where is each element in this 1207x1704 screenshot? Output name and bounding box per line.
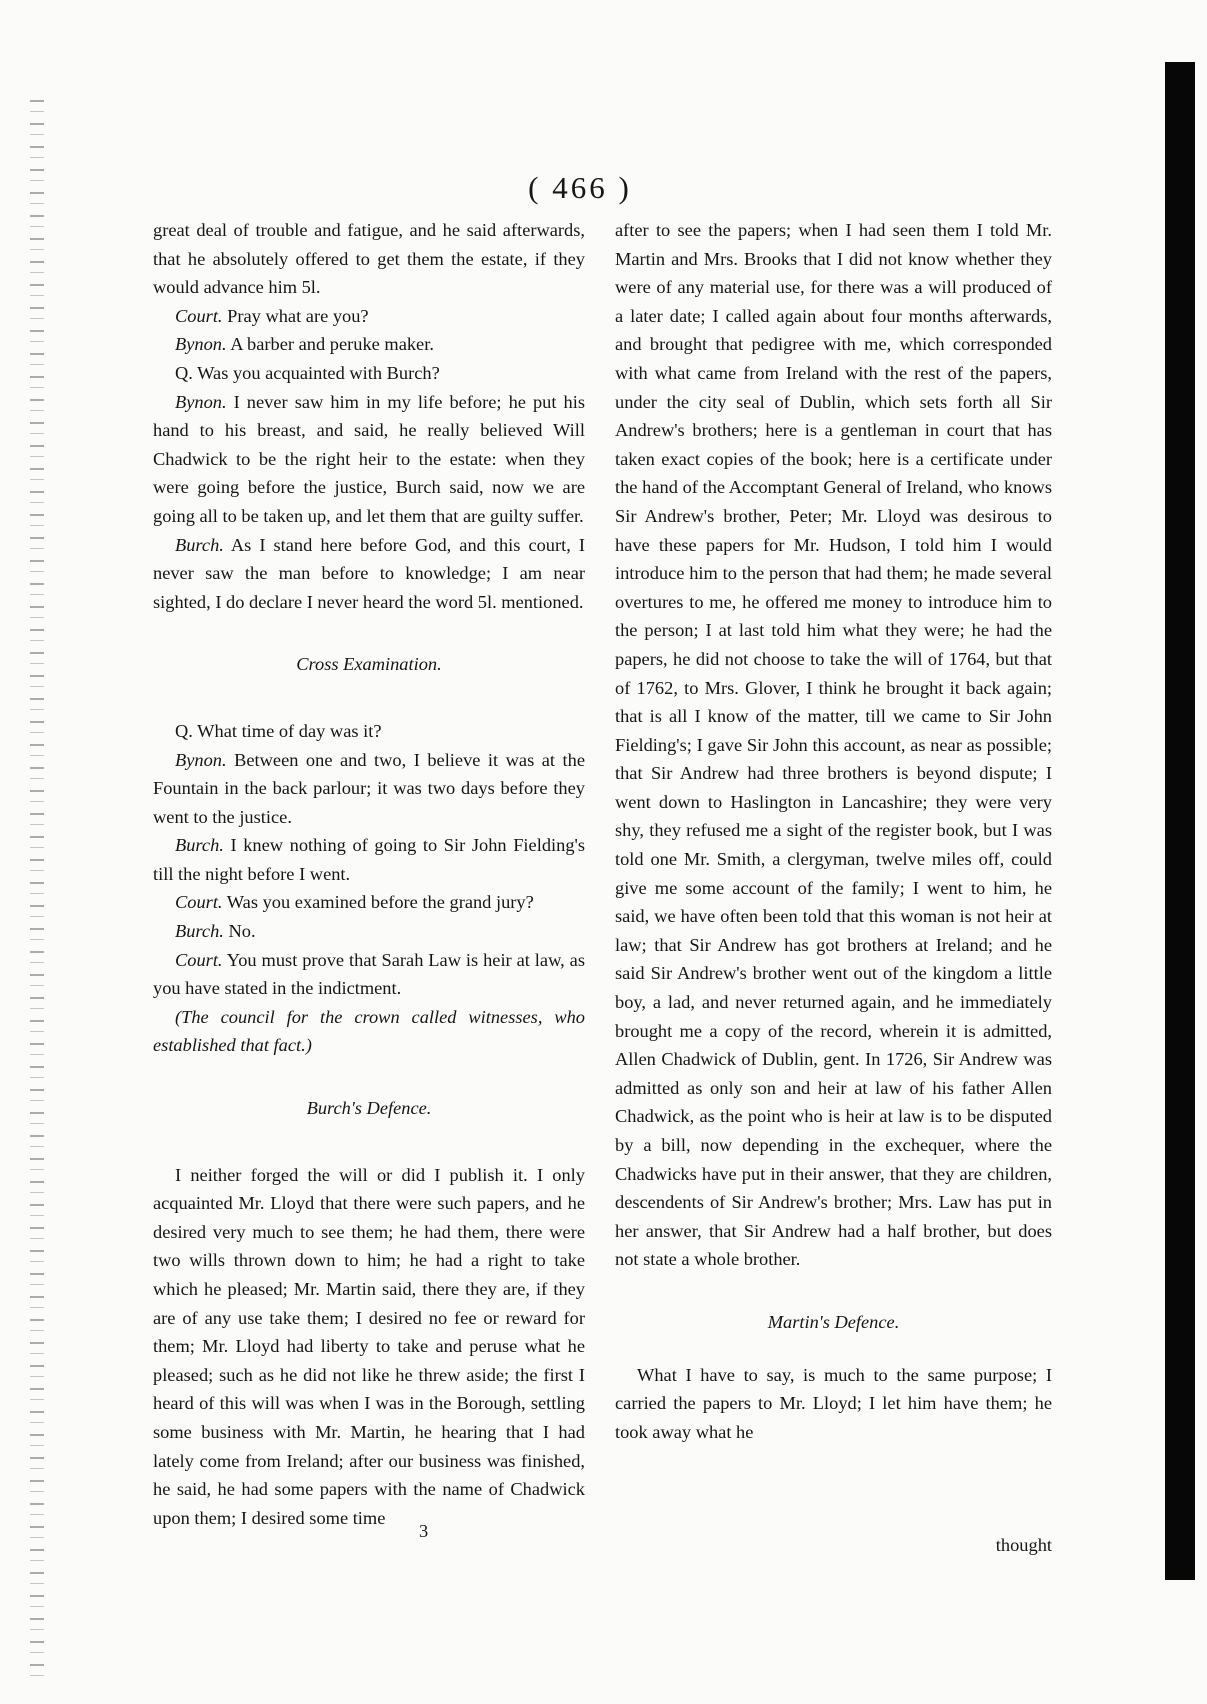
paragraph: Court. Pray what are you? [175, 305, 369, 326]
section-heading: Burch's Defence. [306, 1098, 432, 1119]
signature-mark: 3 [419, 1521, 429, 1541]
paragraph: Bynon. I never saw him in my life before; he put his hand to his breast, and said, he really believed Will Chadwick to be the right heir to the estate: when they were going before the justice, Burch said, now we are going all to be taken up, and let them that are guilty suffer. [153, 391, 585, 526]
section-heading: Martin's Defence. [767, 1311, 900, 1332]
paragraph: What I have to say, is much to the same purpose; I carried the papers to Mr. Lloyd; I let him have them; he took away what he [615, 1364, 1052, 1442]
binding-gutter-marks [30, 100, 44, 1680]
paragraph: after to see the papers; when I had seen them I told Mr. Martin and Mrs. Brooks that I did not know whether they were of any material use, for there was a will produced of a later date; I called again about four months afterwards, and brought that pedigree with me, which corresponded with what came from Ireland with the rest of the papers, under the city seal of Dublin, which sets forth all Sir Andrew's brothers; here is a gentleman in court that has taken exact copies of the book; here is a certificate under the hand of the Accomptant General of Ireland, who knows Sir Andrew's brother, Peter; Mr. Lloyd was desirous to have these papers for Mr. Hudson, I told him I would introduce him to the person that had them; he made several overtures to me, he offered me money to introduce him to the person; I at last told him what they were; he had the papers, he did not choose to take the will of 1764, but that of 1762, to Mrs. Glover, I think he brought it back again; that is all I know of the matter, till we came to Sir John Fielding's; I gave Sir John this account, as near as possible; that Sir Andrew had three brothers is beyond dispute; I went down to Haslington in Lancashire; they were very shy, they refused me a sight of the register book, but I was told one Mr. Smith, a clergyman, twelve miles off, could give me some account of the family; I went to him, he said, we have often been told that this woman is not heir at law; that Sir Andrew has got brothers at Ireland; and he said Sir Andrew's brother went out of the kingdom a little boy, a lad, and never returned again, and he immediately brought me a copy of the record, wherein it is admitted, Allen Chadwick of Dublin, gent. In 1726, Sir Andrew was admitted as only son and heir at law of his father Allen Chadwick, as the point who is heir at law is to be disputed by a bill, now depending in the exchequer, where the Chadwicks have put in their answer, that they are children, descendents of Sir Andrew's brother; Mrs. Law has put in her answer, that Sir Andrew had a half brother, but does not state a whole brother. [615, 220, 1052, 1270]
paragraph: Court. Was you examined before the grand jury? [175, 892, 534, 913]
page-number: ( 466 ) [528, 170, 632, 205]
right-column [615, 216, 1052, 1446]
paragraph: Bynon. A barber and peruke maker. [175, 334, 434, 355]
paragraph: Q. Was you acquainted with Burch? [175, 362, 440, 383]
paragraph: Bynon. Between one and two, I believe it was at the Fountain in the back parlour; it was two days before they went to the justice. [153, 749, 585, 827]
paragraph: Q. What time of day was it? [175, 720, 382, 741]
paragraph: Burch. I knew nothing of going to Sir John Fielding's till the night before I went. [153, 835, 585, 884]
catchword: thought [995, 1535, 1052, 1555]
bracket-note: (The council for the crown called witnesses, who established that fact.) [153, 1006, 585, 1056]
paragraph: Burch. No. [175, 921, 256, 942]
paragraph: I neither forged the will or did I publish it. I only acquainted Mr. Lloyd that there were such papers, and he desired very much to see them; he had them, there were two wills thrown down to him; he had a right to take which he pleased; Mr. Martin said, there they are, if they are of any use take them; I desired no fee or reward for them; Mr. Lloyd had liberty to take and peruse what he pleased; such as he did not like he threw aside; the first I heard of this will was when I was in the Borough, settling some business with Mr. Martin, he hearing that I had lately come from Ireland; after our business was finished, he said, he had some papers with the name of Chadwick upon them; I desired some time [153, 1164, 585, 1528]
left-column [153, 216, 585, 1532]
page-edge-shadow [1165, 62, 1195, 1580]
paragraph: Court. You must prove that Sarah Law is heir at law, as you have stated in the indictment. [153, 949, 585, 999]
paragraph: Burch. As I stand here before God, and this court, I never saw the man before to knowledge; I am near sighted, I do declare I never heard the word 5l. mentioned. [153, 534, 585, 612]
section-heading: Cross Examination. [296, 654, 442, 675]
paragraph: great deal of trouble and fatigue, and he said afterwards, that he absolutely offered to get them the estate, if they would advance him 5l. [153, 220, 585, 298]
